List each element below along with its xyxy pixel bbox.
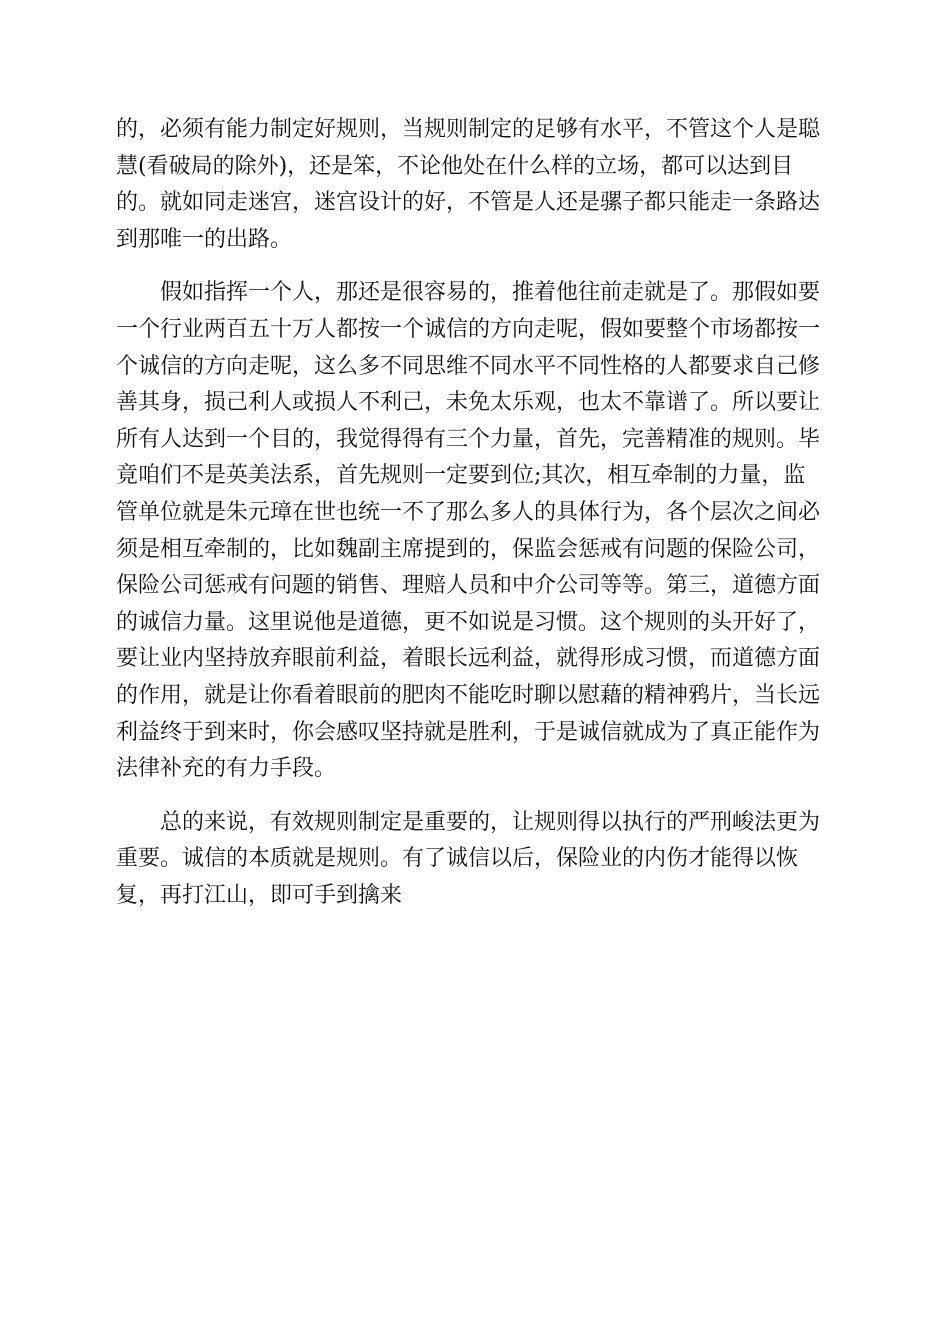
paragraph-spacer — [116, 258, 836, 275]
document-body — [116, 112, 836, 914]
text-line: 的。就如同走迷宫，迷宫设计的好，不管是人还是骡子都只能走一条路达 — [116, 190, 821, 216]
text-line: 个诚信的方向走呢，这么多不同思维不同水平不同性格的人都要求自己修 — [116, 353, 821, 379]
paragraph-1 — [116, 112, 836, 258]
text-line: 一个行业两百五十万人都按一个诚信的方向走呢，假如要整个市场都按一 — [116, 316, 821, 342]
paragraph-2 — [116, 275, 836, 787]
text-line: 利益终于到来时，你会感叹坚持就是胜利，于是诚信就成为了真正能作为 — [116, 719, 821, 745]
text-line: 保险公司惩戒有问题的销售、理赔人员和中介公司等等。第三，道德方面 — [116, 573, 821, 599]
text-line: 管单位就是朱元璋在世也统一不了那么多人的具体行为，各个层次之间必 — [116, 499, 821, 525]
text-line: 须是相互牵制的，比如魏副主席提到的，保监会惩戒有问题的保险公司， — [116, 536, 821, 562]
text-line: 善其身，损己利人或损人不利己，未免太乐观，也太不靠谱了。所以要让 — [116, 390, 821, 416]
paragraph-spacer — [116, 788, 836, 805]
text-line: 假如指挥一个人，那还是很容易的，推着他往前走就是了。那假如要 — [160, 280, 821, 306]
text-line: 的作用，就是让你看着眼前的肥肉不能吃时聊以慰藉的精神鸦片，当长远 — [116, 682, 821, 708]
text-line: 复，再打江山，即可手到擒来 — [116, 882, 403, 908]
text-line: 法律补充的有力手段。 — [116, 756, 337, 782]
text-line: 总的来说，有效规则制定是重要的，让规则得以执行的严刑峻法更为 — [160, 809, 821, 835]
text-line: 要让业内坚持放弃眼前利益，着眼长远利益，就得形成习惯，而道德方面 — [116, 646, 821, 672]
text-line: 竟咱们不是英美法系，首先规则一定要到位;其次，相互牵制的力量，监 — [116, 463, 806, 489]
paragraph-3 — [116, 805, 836, 915]
text-line: 重要。诚信的本质就是规则。有了诚信以后，保险业的内伤才能得以恢 — [116, 846, 799, 872]
text-line: 到那唯一的出路。 — [116, 226, 293, 252]
text-line: 所有人达到一个目的，我觉得得有三个力量，首先，完善精准的规则。毕 — [116, 426, 821, 452]
text-line: 慧(看破局的除外)，还是笨，不论他处在什么样的立场，都可以达到目 — [116, 153, 794, 179]
text-line: 的，必须有能力制定好规则，当规则制定的足够有水平，不管这个人是聪 — [116, 117, 821, 142]
text-line: 的诚信力量。这里说他是道德，更不如说是习惯。这个规则的头开好了， — [116, 609, 821, 635]
